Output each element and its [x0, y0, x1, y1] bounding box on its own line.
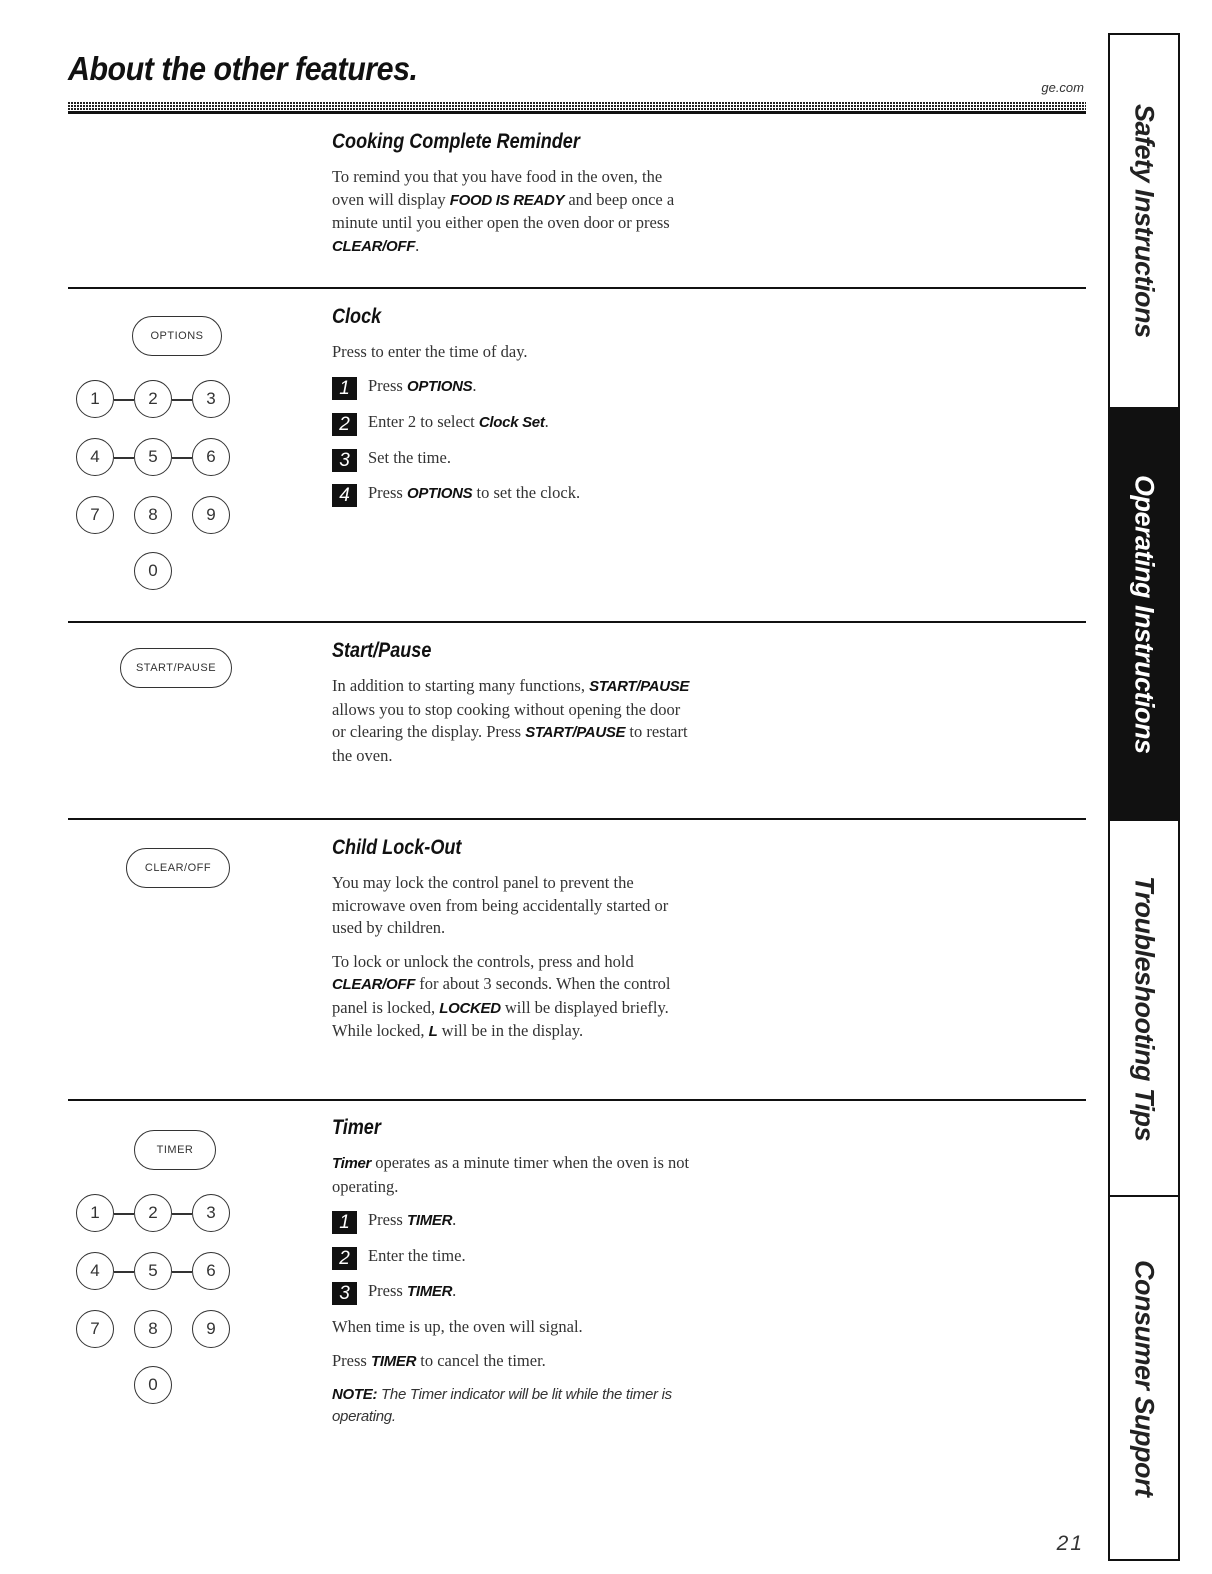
key-2: 2 — [134, 380, 172, 418]
key-1: 1 — [76, 1194, 114, 1232]
key-5: 5 — [134, 438, 172, 476]
section-title: Cooking Complete Reminder — [332, 130, 580, 153]
start-pause-key-illustration: START/PAUSE — [120, 648, 232, 688]
tab-safety-instructions[interactable] — [1110, 35, 1178, 407]
tab-troubleshooting-tips[interactable] — [1110, 821, 1178, 1195]
step-number: 2 — [332, 1247, 357, 1270]
key-6: 6 — [192, 438, 230, 476]
header-rule — [68, 102, 1086, 115]
clear-off-key-illustration: CLEAR/OFF — [126, 848, 230, 888]
key-2: 2 — [134, 1194, 172, 1232]
key-3: 3 — [192, 1194, 230, 1232]
tab-label: Consumer Support — [1129, 1259, 1160, 1497]
step-number: 3 — [332, 1282, 357, 1305]
section-child-lock-out — [332, 836, 697, 1055]
paragraph: You may lock the control panel to prevent the microwave oven from being accidentally started or used by children. — [332, 873, 669, 937]
tab-label: Operating Instructions — [1129, 474, 1160, 754]
step-number: 2 — [332, 413, 357, 436]
key-7: 7 — [76, 1310, 114, 1348]
side-tab-strip — [1108, 33, 1180, 1561]
number-keypad-illustration — [76, 1194, 276, 1404]
section-start-pause — [332, 639, 697, 778]
page-number: 21 — [1056, 1532, 1084, 1555]
step-2: 2 Enter 2 to select Clock Set. — [332, 411, 697, 434]
step-4: 4 Press OPTIONS to set the clock. — [332, 482, 697, 505]
options-key-illustration: OPTIONS — [132, 316, 222, 356]
key-6: 6 — [192, 1252, 230, 1290]
step-1: 1 Press TIMER. — [332, 1209, 697, 1232]
page-title: About the other features. — [68, 50, 418, 87]
key-3: 3 — [192, 380, 230, 418]
tab-consumer-support[interactable] — [1110, 1197, 1178, 1559]
key-9: 9 — [192, 496, 230, 534]
key-0: 0 — [134, 552, 172, 590]
number-keypad-illustration — [76, 380, 276, 590]
step-number: 3 — [332, 449, 357, 472]
step-number: 1 — [332, 1211, 357, 1234]
paragraph: To remind you that you have food in the oven, the oven will display FOOD IS READY and beep once a minute until you either open the oven door or press CLEAR/OFF. — [332, 167, 675, 255]
section-divider — [68, 818, 1086, 820]
paragraph: In addition to starting many functions, START/PAUSE allows you to stop cooking without opening the door or clearing the display. Press START/PAUSE to restart the oven. — [332, 676, 690, 765]
section-divider — [68, 1099, 1086, 1101]
step-3: 3 Set the time. — [332, 447, 697, 469]
step-number: 1 — [332, 377, 357, 400]
section-clock — [332, 305, 697, 518]
section-title: Clock — [332, 305, 382, 328]
key-7: 7 — [76, 496, 114, 534]
note: NOTE: The Timer indicator will be lit while the timer is operating. — [332, 1386, 672, 1425]
key-9: 9 — [192, 1310, 230, 1348]
section-divider — [68, 621, 1086, 623]
tab-label: Safety Instructions — [1129, 104, 1160, 338]
site-url: ge.com — [1041, 80, 1084, 95]
step-1: 1 Press OPTIONS. — [332, 375, 697, 398]
key-1: 1 — [76, 380, 114, 418]
section-divider — [68, 287, 1086, 289]
tab-operating-instructions[interactable] — [1110, 407, 1178, 821]
section-timer — [332, 1116, 697, 1428]
section-title: Timer — [332, 1116, 381, 1139]
paragraph: Press TIMER to cancel the timer. — [332, 1350, 546, 1370]
key-8: 8 — [134, 1310, 172, 1348]
key-4: 4 — [76, 1252, 114, 1290]
tab-label: Troubleshooting Tips — [1129, 875, 1160, 1141]
key-0: 0 — [134, 1366, 172, 1404]
section-cooking-complete-reminder — [332, 130, 697, 269]
step-number: 4 — [332, 484, 357, 507]
key-4: 4 — [76, 438, 114, 476]
key-8: 8 — [134, 496, 172, 534]
paragraph: Press to enter the time of day. — [332, 342, 528, 361]
key-5: 5 — [134, 1252, 172, 1290]
step-2: 2 Enter the time. — [332, 1245, 697, 1267]
paragraph: Timer operates as a minute timer when the oven is not operating. — [332, 1153, 690, 1196]
timer-key-illustration: TIMER — [134, 1130, 216, 1170]
paragraph: To lock or unlock the controls, press and hold CLEAR/OFF for about 3 seconds. When the control panel is locked, LOCKED will be displayed briefly. While locked, L will be in the display. — [332, 951, 671, 1040]
paragraph: When time is up, the oven will signal. — [332, 1317, 583, 1336]
step-3: 3 Press TIMER. — [332, 1280, 697, 1303]
section-title: Child Lock-Out — [332, 836, 462, 859]
section-title: Start/Pause — [332, 639, 432, 662]
